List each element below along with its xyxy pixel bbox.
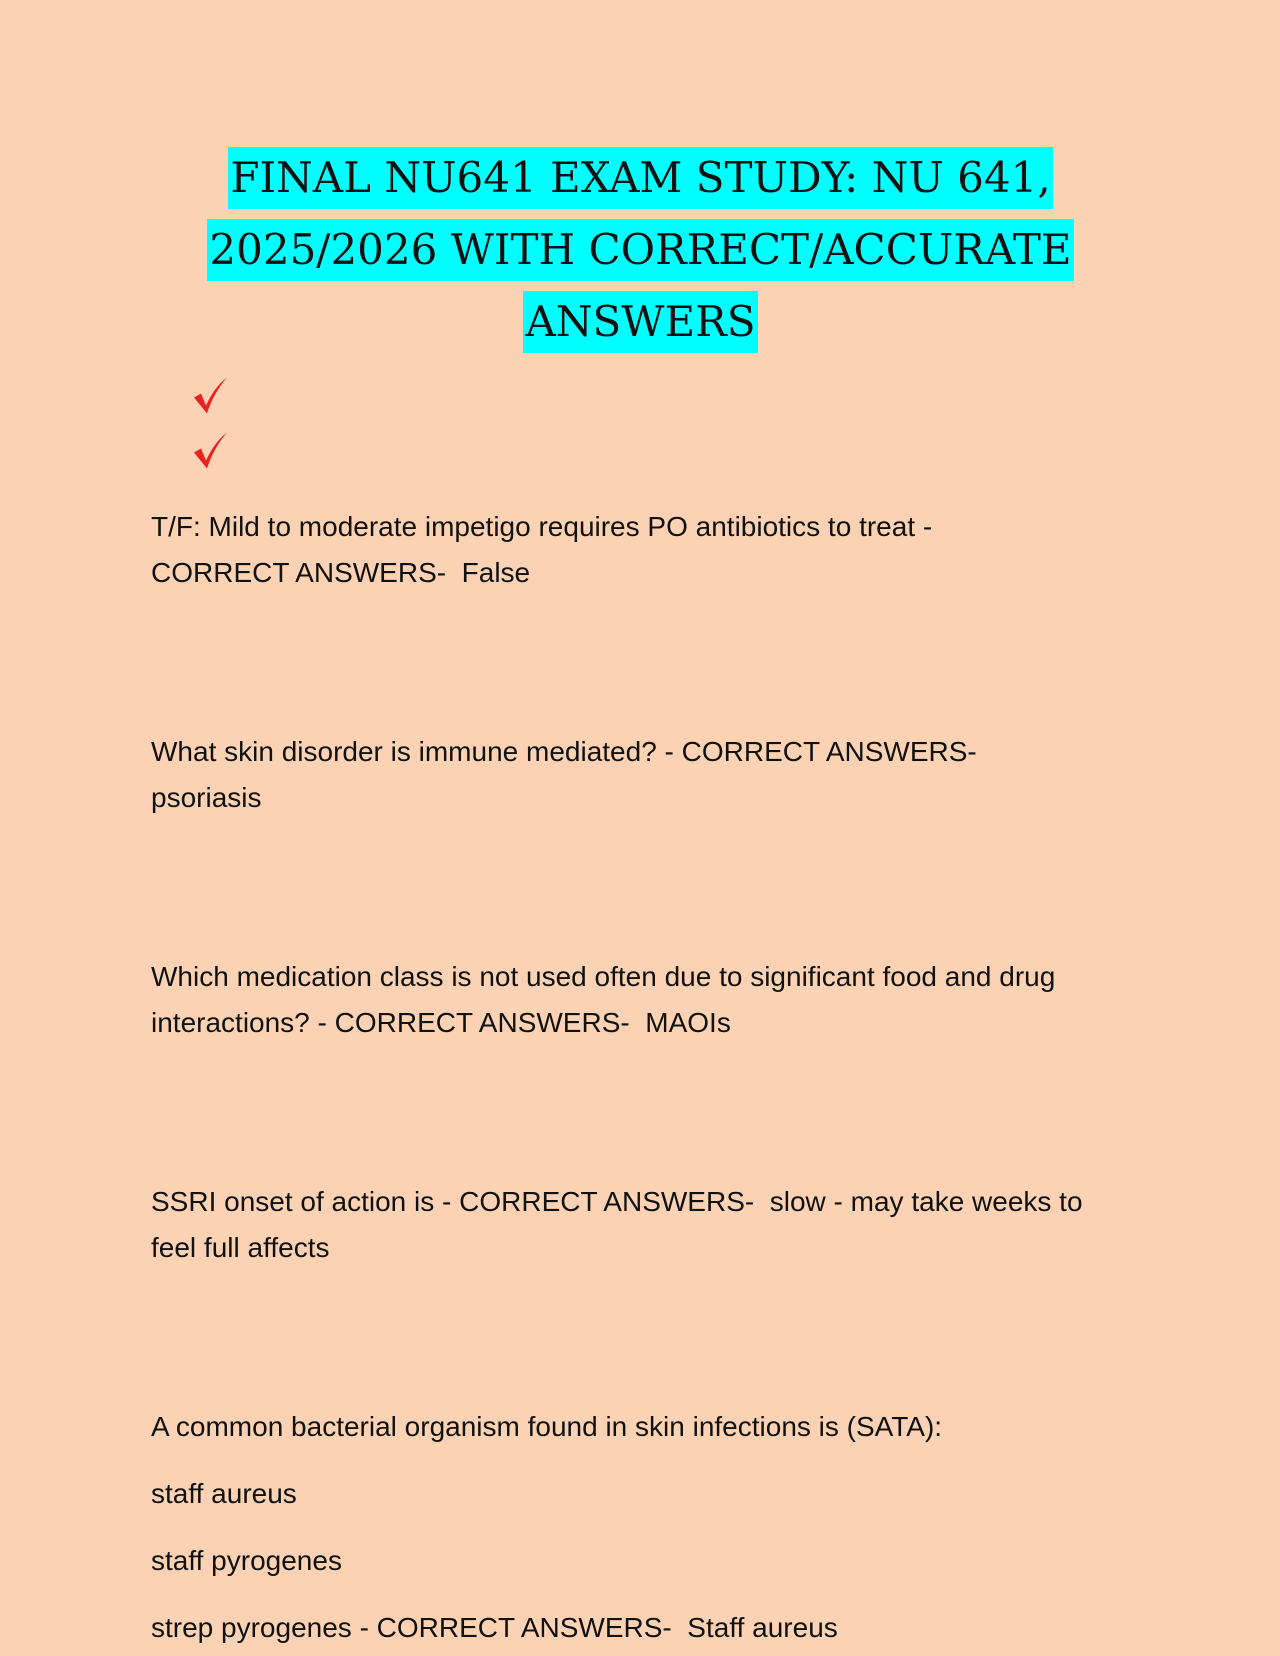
sata-answer: Staff aureus (687, 1612, 838, 1643)
answer-text: MAOIs (645, 1007, 731, 1038)
answer-text: psoriasis (151, 782, 262, 813)
answer-text: slow - may take weeks to feel full affects (151, 1186, 1083, 1263)
sata-option: staff pyrogenes (151, 1545, 342, 1576)
question-text: SSRI onset of action is - CORRECT ANSWERS- (151, 1186, 755, 1217)
question-text: What skin disorder is immune mediated? - CORRECT ANSWERS- (151, 736, 977, 767)
sata-question: A common bacterial organism found in skin infections is (SATA): (151, 1411, 943, 1442)
question-text: Which medication class is not used often due to significant food and drug interactions? - CORRECT ANSWERS- (151, 961, 1056, 1038)
qa-item-immune (151, 729, 1131, 821)
question-text: T/F: Mild to moderate impetigo requires PO antibiotics to treat - (151, 511, 933, 542)
sata-option: staff aureus (151, 1478, 297, 1509)
document-title (181, 142, 1101, 358)
title-line-2: 2025/2026 WITH CORRECT/ACCURATE (207, 219, 1073, 281)
qa-list (151, 504, 1130, 1651)
sata-last-option (151, 1605, 1131, 1651)
answer-prefix: CORRECT ANSWERS- (151, 557, 447, 588)
checkmark-list (190, 368, 1130, 478)
qa-item-sata (151, 1404, 1131, 1651)
qa-item-ssri (151, 1179, 1131, 1271)
sata-last-option-text: strep pyrogenes - CORRECT ANSWERS- (151, 1612, 672, 1643)
title-line-1: FINAL NU641 EXAM STUDY: NU 641, (228, 147, 1052, 209)
title-line-3: ANSWERS (523, 291, 757, 353)
answer-text: False (461, 557, 531, 588)
qa-item-impetigo (151, 504, 1131, 596)
checkmark-icon (190, 423, 230, 478)
checkmark-icon (190, 368, 230, 423)
qa-item-medication (151, 954, 1131, 1046)
